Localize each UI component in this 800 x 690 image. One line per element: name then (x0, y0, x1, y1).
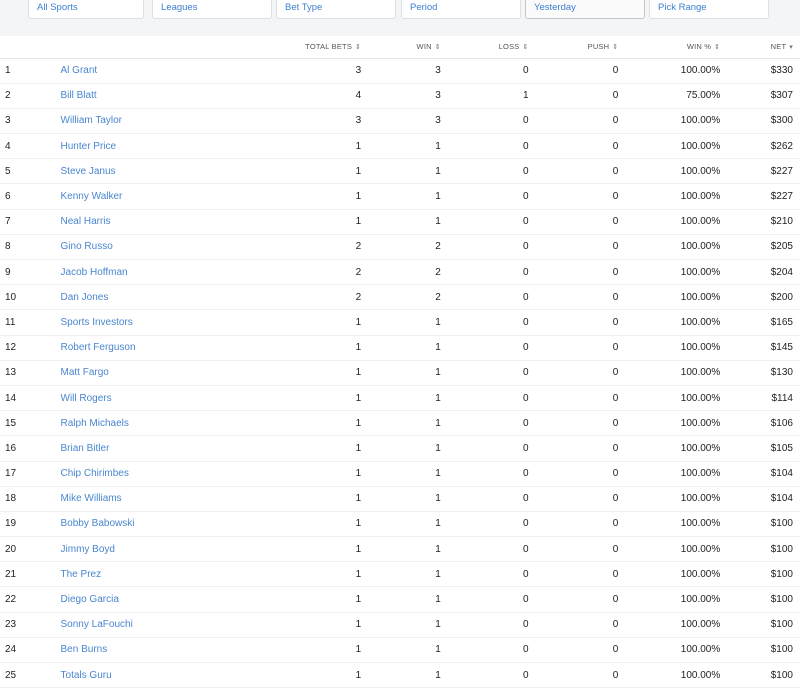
win-cell: 1 (361, 461, 441, 486)
table-row (0, 285, 800, 310)
win-cell: 1 (361, 360, 441, 385)
rank-cell: 3 (0, 108, 61, 133)
rank-cell: 9 (0, 260, 61, 285)
table-row (0, 637, 800, 662)
total-bets-cell: 4 (222, 83, 361, 108)
table-row (0, 108, 800, 133)
push-cell: 0 (529, 511, 619, 536)
date-filter[interactable]: Yesterday (525, 0, 645, 19)
total-bets-cell: 1 (222, 587, 361, 612)
total-bets-cell: 3 (222, 58, 361, 83)
handicapper-link[interactable]: Will Rogers (60, 392, 112, 404)
net-cell: $100 (720, 562, 800, 587)
win-cell: 1 (361, 537, 441, 562)
table-row (0, 537, 800, 562)
win-cell: 3 (361, 108, 441, 133)
win-pct-cell: 100.00% (618, 209, 720, 234)
net-cell: $100 (720, 511, 800, 536)
name-cell (61, 134, 222, 159)
handicapper-link[interactable]: Al Grant (60, 65, 98, 77)
rank-cell: 4 (0, 134, 61, 159)
name-cell (61, 637, 222, 662)
win-pct-cell: 100.00% (618, 486, 720, 511)
table-row (0, 83, 800, 108)
filter-bar (0, 0, 800, 36)
net-cell: $114 (720, 385, 800, 410)
win-pct-cell: 100.00% (618, 411, 720, 436)
handicapper-link[interactable]: Sports Investors (60, 316, 133, 328)
loss-cell: 0 (441, 260, 529, 285)
rank-cell: 19 (0, 511, 61, 536)
loss-cell: 0 (441, 335, 529, 360)
push-cell: 0 (529, 486, 619, 511)
win-cell: 1 (361, 134, 441, 159)
rank-cell: 18 (0, 486, 61, 511)
rank-cell: 21 (0, 562, 61, 587)
win-pct-cell: 100.00% (618, 58, 720, 83)
handicapper-link[interactable]: Bill Blatt (60, 90, 97, 102)
win-cell: 1 (361, 486, 441, 511)
handicapper-link[interactable]: Matt Fargo (60, 367, 109, 379)
table-row (0, 234, 800, 259)
win-cell: 1 (361, 159, 441, 184)
total-bets-cell: 1 (222, 159, 361, 184)
win-cell: 1 (361, 612, 441, 637)
table-row (0, 58, 800, 83)
push-cell: 0 (529, 134, 619, 159)
net-cell: $227 (720, 184, 800, 209)
rank-cell: 17 (0, 461, 61, 486)
league-filter[interactable]: Leagues (152, 0, 272, 19)
win-cell: 1 (361, 411, 441, 436)
handicapper-link[interactable]: Mike Williams (60, 493, 122, 505)
table-row (0, 184, 800, 209)
push-cell: 0 (529, 285, 619, 310)
loss-cell: 0 (441, 184, 529, 209)
name-cell (61, 234, 222, 259)
net-cell: $145 (720, 335, 800, 360)
total-bets-header[interactable]: TOTAL BETS ⇕ (222, 36, 361, 58)
leaderboard-table (0, 36, 800, 688)
net-cell: $200 (720, 285, 800, 310)
loss-cell: 0 (441, 411, 529, 436)
rank-cell: 13 (0, 360, 61, 385)
win-cell: 1 (361, 436, 441, 461)
net-cell: $227 (720, 159, 800, 184)
loss-cell: 0 (441, 108, 529, 133)
win-pct-cell: 75.00% (618, 83, 720, 108)
win-pct-cell: 100.00% (618, 562, 720, 587)
table-row (0, 260, 800, 285)
net-cell: $165 (720, 310, 800, 335)
win-pct-cell: 100.00% (618, 184, 720, 209)
push-cell: 0 (529, 587, 619, 612)
total-bets-cell: 2 (222, 260, 361, 285)
loss-cell: 0 (441, 285, 529, 310)
loss-cell: 0 (441, 385, 529, 410)
win-cell: 2 (361, 285, 441, 310)
name-cell (61, 335, 222, 360)
handicapper-link[interactable]: Totals Guru (60, 669, 112, 681)
name-cell (61, 562, 222, 587)
total-bets-cell: 1 (222, 209, 361, 234)
net-cell: $262 (720, 134, 800, 159)
name-cell (61, 285, 222, 310)
table-row (0, 511, 800, 536)
push-cell: 0 (529, 562, 619, 587)
win-pct-cell: 100.00% (618, 360, 720, 385)
loss-cell: 0 (441, 360, 529, 385)
handicapper-link[interactable]: Robert Ferguson (60, 342, 136, 354)
win-pct-cell: 100.00% (618, 511, 720, 536)
total-bets-cell: 1 (222, 436, 361, 461)
table-row (0, 209, 800, 234)
bet-type-filter[interactable]: Bet Type (276, 0, 396, 19)
total-bets-cell: 1 (222, 360, 361, 385)
table-header-row (0, 36, 800, 58)
push-cell: 0 (529, 385, 619, 410)
handicapper-link[interactable]: Sonny LaFouchi (60, 619, 133, 631)
name-cell (61, 260, 222, 285)
sport-filter[interactable]: All Sports (28, 0, 144, 19)
net-cell: $130 (720, 360, 800, 385)
rank-cell: 10 (0, 285, 61, 310)
push-cell: 0 (529, 637, 619, 662)
push-cell: 0 (529, 234, 619, 259)
loss-cell: 0 (441, 209, 529, 234)
rank-cell: 16 (0, 436, 61, 461)
win-pct-cell: 100.00% (618, 587, 720, 612)
rank-cell: 11 (0, 310, 61, 335)
rank-cell: 1 (0, 58, 61, 83)
handicapper-link[interactable]: Brian Bitler (60, 442, 110, 454)
handicapper-link[interactable]: Dan Jones (60, 291, 109, 303)
sort-icon: ⇕ (355, 44, 362, 52)
win-pct-cell: 100.00% (618, 335, 720, 360)
win-cell: 3 (361, 58, 441, 83)
net-cell: $100 (720, 637, 800, 662)
net-cell: $100 (720, 612, 800, 637)
total-bets-cell: 1 (222, 134, 361, 159)
win-cell: 1 (361, 663, 441, 688)
push-cell: 0 (529, 209, 619, 234)
loss-cell: 0 (441, 537, 529, 562)
name-cell (61, 436, 222, 461)
net-header[interactable]: NET ▾ (720, 36, 800, 58)
net-cell: $210 (720, 209, 800, 234)
loss-cell: 0 (441, 234, 529, 259)
total-bets-cell: 1 (222, 637, 361, 662)
win-pct-cell: 100.00% (618, 385, 720, 410)
table-row (0, 461, 800, 486)
push-cell: 0 (529, 335, 619, 360)
win-pct-cell: 100.00% (618, 612, 720, 637)
name-cell (61, 360, 222, 385)
table-row (0, 385, 800, 410)
win-header[interactable]: WIN ⇕ (361, 36, 441, 58)
loss-cell: 0 (441, 612, 529, 637)
handicapper-link[interactable]: Bobby Babowski (60, 518, 135, 530)
push-cell: 0 (529, 159, 619, 184)
push-cell: 0 (529, 411, 619, 436)
push-cell: 0 (529, 461, 619, 486)
name-cell (61, 537, 222, 562)
push-cell: 0 (529, 83, 619, 108)
table-row (0, 663, 800, 688)
net-cell: $100 (720, 537, 800, 562)
loss-header[interactable]: LOSS ⇕ (441, 36, 529, 58)
handicapper-link[interactable]: Neal Harris (60, 216, 111, 228)
total-bets-cell: 1 (222, 511, 361, 536)
name-cell (61, 587, 222, 612)
push-cell: 0 (529, 260, 619, 285)
name-cell (61, 159, 222, 184)
total-bets-cell: 1 (222, 411, 361, 436)
rank-cell: 20 (0, 537, 61, 562)
rank-cell: 25 (0, 663, 61, 688)
win-pct-cell: 100.00% (618, 134, 720, 159)
table-row (0, 436, 800, 461)
win-pct-cell: 100.00% (618, 285, 720, 310)
sort-icon: ⇕ (612, 44, 619, 52)
push-cell: 0 (529, 108, 619, 133)
push-cell: 0 (529, 310, 619, 335)
name-cell (61, 108, 222, 133)
win-cell: 1 (361, 637, 441, 662)
push-cell: 0 (529, 663, 619, 688)
loss-cell: 0 (441, 134, 529, 159)
loss-cell: 0 (441, 58, 529, 83)
rank-cell: 12 (0, 335, 61, 360)
handicapper-link[interactable]: The Prez (60, 568, 102, 580)
win-pct-cell: 100.00% (618, 461, 720, 486)
sort-icon: ⇕ (434, 44, 441, 52)
sort-icon: ⇕ (714, 44, 721, 52)
win-pct-cell: 100.00% (618, 537, 720, 562)
win-cell: 3 (361, 83, 441, 108)
net-cell: $104 (720, 486, 800, 511)
win-pct-cell: 100.00% (618, 637, 720, 662)
win-pct-header[interactable]: WIN % ⇕ (618, 36, 720, 58)
name-cell (61, 184, 222, 209)
rank-cell: 8 (0, 234, 61, 259)
push-cell: 0 (529, 184, 619, 209)
handicapper-link[interactable]: Kenny Walker (60, 191, 123, 203)
win-cell: 1 (361, 385, 441, 410)
rank-cell: 14 (0, 385, 61, 410)
win-pct-cell: 100.00% (618, 663, 720, 688)
rank-cell: 22 (0, 587, 61, 612)
name-cell (61, 663, 222, 688)
net-cell: $205 (720, 234, 800, 259)
push-header[interactable]: PUSH ⇕ (529, 36, 619, 58)
push-cell: 0 (529, 612, 619, 637)
win-cell: 1 (361, 335, 441, 360)
net-cell: $100 (720, 587, 800, 612)
total-bets-cell: 1 (222, 461, 361, 486)
net-cell: $104 (720, 461, 800, 486)
push-cell: 0 (529, 537, 619, 562)
win-pct-cell: 100.00% (618, 234, 720, 259)
table-row (0, 159, 800, 184)
win-pct-cell: 100.00% (618, 436, 720, 461)
table-row (0, 587, 800, 612)
total-bets-cell: 1 (222, 385, 361, 410)
total-bets-cell: 1 (222, 537, 361, 562)
rank-cell: 23 (0, 612, 61, 637)
handicapper-link[interactable]: Chip Chirimbes (60, 468, 129, 480)
win-cell: 1 (361, 310, 441, 335)
win-pct-cell: 100.00% (618, 108, 720, 133)
handicapper-link[interactable]: Ralph Michaels (60, 417, 129, 429)
table-row (0, 486, 800, 511)
table-row (0, 310, 800, 335)
total-bets-cell: 1 (222, 562, 361, 587)
total-bets-cell: 1 (222, 184, 361, 209)
net-cell: $204 (720, 260, 800, 285)
table-row (0, 360, 800, 385)
total-bets-cell: 1 (222, 663, 361, 688)
total-bets-cell: 1 (222, 310, 361, 335)
handicapper-link[interactable]: Steve Janus (60, 165, 116, 177)
name-cell (61, 385, 222, 410)
push-cell: 0 (529, 58, 619, 83)
push-cell: 0 (529, 436, 619, 461)
total-bets-cell: 2 (222, 234, 361, 259)
total-bets-cell: 1 (222, 335, 361, 360)
rank-cell: 24 (0, 637, 61, 662)
push-cell: 0 (529, 360, 619, 385)
loss-cell: 0 (441, 310, 529, 335)
sort-desc-icon: ▾ (789, 44, 793, 52)
loss-cell: 0 (441, 511, 529, 536)
total-bets-cell: 2 (222, 285, 361, 310)
win-cell: 1 (361, 184, 441, 209)
net-cell: $330 (720, 58, 800, 83)
total-bets-cell: 3 (222, 108, 361, 133)
handicapper-link[interactable]: Ben Burns (60, 644, 108, 656)
name-cell (61, 486, 222, 511)
net-cell: $100 (720, 663, 800, 688)
loss-cell: 0 (441, 461, 529, 486)
win-cell: 1 (361, 511, 441, 536)
pick-range-filter[interactable]: Pick Range (649, 0, 769, 19)
rank-cell: 15 (0, 411, 61, 436)
name-header (61, 36, 222, 58)
name-cell (61, 461, 222, 486)
win-cell: 1 (361, 587, 441, 612)
handicapper-link[interactable]: Jacob Hoffman (60, 266, 128, 278)
win-pct-cell: 100.00% (618, 310, 720, 335)
loss-cell: 1 (441, 83, 529, 108)
handicapper-link[interactable]: Diego Garcia (60, 594, 119, 606)
name-cell (61, 612, 222, 637)
name-cell (61, 83, 222, 108)
total-bets-cell: 1 (222, 612, 361, 637)
loss-cell: 0 (441, 486, 529, 511)
table-row (0, 612, 800, 637)
win-cell: 2 (361, 234, 441, 259)
rank-header (0, 36, 61, 58)
rank-cell: 7 (0, 209, 61, 234)
win-cell: 1 (361, 209, 441, 234)
loss-cell: 0 (441, 159, 529, 184)
name-cell (61, 310, 222, 335)
loss-cell: 0 (441, 637, 529, 662)
name-cell (61, 58, 222, 83)
name-cell (61, 511, 222, 536)
name-cell (61, 411, 222, 436)
win-cell: 1 (361, 562, 441, 587)
loss-cell: 0 (441, 562, 529, 587)
period-filter[interactable]: Period (401, 0, 521, 19)
rank-cell: 2 (0, 83, 61, 108)
name-cell (61, 209, 222, 234)
net-cell: $300 (720, 108, 800, 133)
net-cell: $105 (720, 436, 800, 461)
table-row (0, 134, 800, 159)
handicapper-link[interactable]: Gino Russo (60, 241, 113, 253)
sort-icon: ⇕ (522, 44, 529, 52)
win-pct-cell: 100.00% (618, 260, 720, 285)
loss-cell: 0 (441, 436, 529, 461)
win-cell: 2 (361, 260, 441, 285)
loss-cell: 0 (441, 663, 529, 688)
handicapper-link[interactable]: Jimmy Boyd (60, 543, 115, 555)
net-cell: $106 (720, 411, 800, 436)
handicapper-link[interactable]: Hunter Price (60, 140, 117, 152)
table-row (0, 562, 800, 587)
rank-cell: 6 (0, 184, 61, 209)
rank-cell: 5 (0, 159, 61, 184)
table-row (0, 411, 800, 436)
table-row (0, 335, 800, 360)
total-bets-cell: 1 (222, 486, 361, 511)
handicapper-link[interactable]: William Taylor (60, 115, 123, 127)
net-cell: $307 (720, 83, 800, 108)
win-pct-cell: 100.00% (618, 159, 720, 184)
loss-cell: 0 (441, 587, 529, 612)
